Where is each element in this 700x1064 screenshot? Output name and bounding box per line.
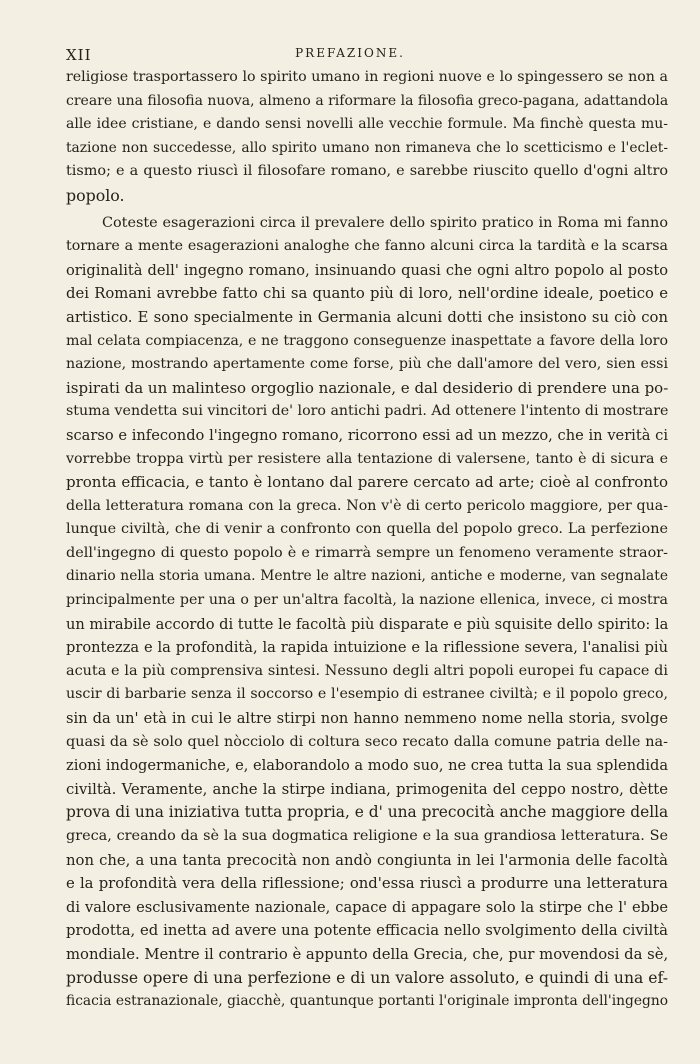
text-line: quasi da sè solo quel nòcciolo di coltura seco recato dalla comune patria delle na- [66,733,668,750]
page-number: XII [66,46,92,64]
text-line: ficacia estranazionale, giacchè, quantunque portanti l'originale impronta dell'ingegno [66,993,668,1010]
text-line: di valore esclusivamente nazionale, capace di appagare solo la stirpe che l' ebbe [66,898,668,916]
text-line: lunque civiltà, che di venir a confronto con quella del popolo greco. La perfezione [66,521,668,538]
text-line: prova di una iniziativa tutta propria, e d' una precocità anche maggiore della [66,803,668,822]
text-line: popolo. [66,185,125,205]
text-line: mondiale. Mentre il contrario è appunto della Grecia, che, pur movendosi da sè, [66,945,668,963]
running-title: PREFAZIONE. [295,46,405,60]
body-text [66,66,668,1014]
text-line: Coteste esagerazioni circa il prevalere dello spirito pratico in Roma mi fanno [102,214,668,231]
text-line: della letteratura romana con la greca. Non v'è di certo pericolo maggiore, per qua- [66,497,668,514]
text-line: acuta e la più comprensiva sintesi. Nessuno degli altri popoli europei fu capace di [66,662,668,679]
text-line: creare una filosofia nuova, almeno a riformare la filosofia greco-pagana, adattandola [66,92,668,109]
text-line: ispirati da un malinteso orgoglio nazionale, e dal desiderio di prendere una po- [66,378,668,397]
text-line: tornare a mente esagerazioni analoghe che fanno alcuni circa la tardità e la scarsa [66,238,668,255]
text-line: tismo; e a questo riuscì il filosofare romano, e sarebbe riuscito quello d'ogni altro [66,163,668,180]
text-line: non che, a una tanta precocità non andò congiunta in lei l'armonia delle facoltà [66,851,668,869]
text-line: e la profondità vera della riflessione; ond'essa riuscì a produrre una letteratura [66,875,668,893]
text-line: originalità dell' ingegno romano, insinuando quasi che ogni altro popolo al posto [66,261,668,279]
text-line: sin da un' età in cui le altre stirpi non hanno nemmeno nome nella storia, svolge [66,710,668,728]
text-line: vorrebbe troppa virtù per resistere alla tentazione di valersene, tanto è di sicura e [66,450,668,467]
text-line: mal celata compiacenza, e ne traggono conseguenze inaspettate a favore della loro [66,332,668,349]
text-line: dinario nella storia umana. Mentre le altre nazioni, antiche e moderne, van segnalate [66,568,668,585]
text-line: un mirabile accordo di tutte le facoltà più disparate e più squisite dello spirito: la [66,615,668,633]
paragraph [66,66,668,208]
text-line: stuma vendetta sui vincitori de' loro antichi padri. Ad ottenere l'intento di mostrare [66,403,668,420]
text-line: prodotta, ed inetta ad avere una potente efficacia nello svolgimento della civiltà [66,922,668,940]
text-line: principalmente per una o per un'altra facoltà, la nazione ellenica, invece, ci mostra [66,592,668,609]
text-line: civiltà. Veramente, anche la stirpe indiana, primogenita del ceppo nostro, dètte [66,780,668,798]
text-line: artistico. E sono specialmente in Germania alcuni dotti che insistono su ciò con [66,308,668,326]
text-line: greca, creando da sè la sua dogmatica religione e la sua grandiosa letteratura. Se [66,828,668,844]
paragraph [66,212,668,1014]
text-line: zioni indogermaniche, e, elaborandolo a modo suo, ne crea tutta la sua splendida [66,757,668,775]
text-line: dell'ingegno di questo popolo è e rimarrà sempre un fenomeno veramente straor- [66,544,668,561]
text-line: dei Romani avrebbe fatto chi sa quanto più di loro, nell'ordine ideale, poetico e [66,285,668,303]
text-line: religiose trasportassero lo spirito umano in regioni nuove e lo spingessero se non a [66,69,668,85]
text-line: alle idee cristiane, e dando sensi novelli alle vecchie formule. Ma finchè questa mu- [66,116,668,133]
text-line: pronta efficacia, e tanto è lontano dal parere cercato ad arte; cioè al confronto [66,473,668,492]
text-line: uscir di barbarie senza il soccorso e l'esempio di estranee civiltà; e il popolo greco, [66,686,668,703]
text-line: prontezza e la profondità, la rapida intuizione e la riflessione severa, l'analisi più [66,639,668,657]
text-line: nazione, mostrando apertamente come forse, più che dall'amore del vero, sien essi [66,356,668,373]
text-line: produsse opere di una perfezione e di un valore assoluto, e quindi di una ef- [66,968,668,987]
text-line: scarso e infecondo l'ingegno romano, ricorrono essi ad un mezzo, che in verità ci [66,426,668,444]
text-line: tazione non succedesse, allo spirito umano non rimaneva che lo scetticismo e l'eclet- [66,139,668,156]
